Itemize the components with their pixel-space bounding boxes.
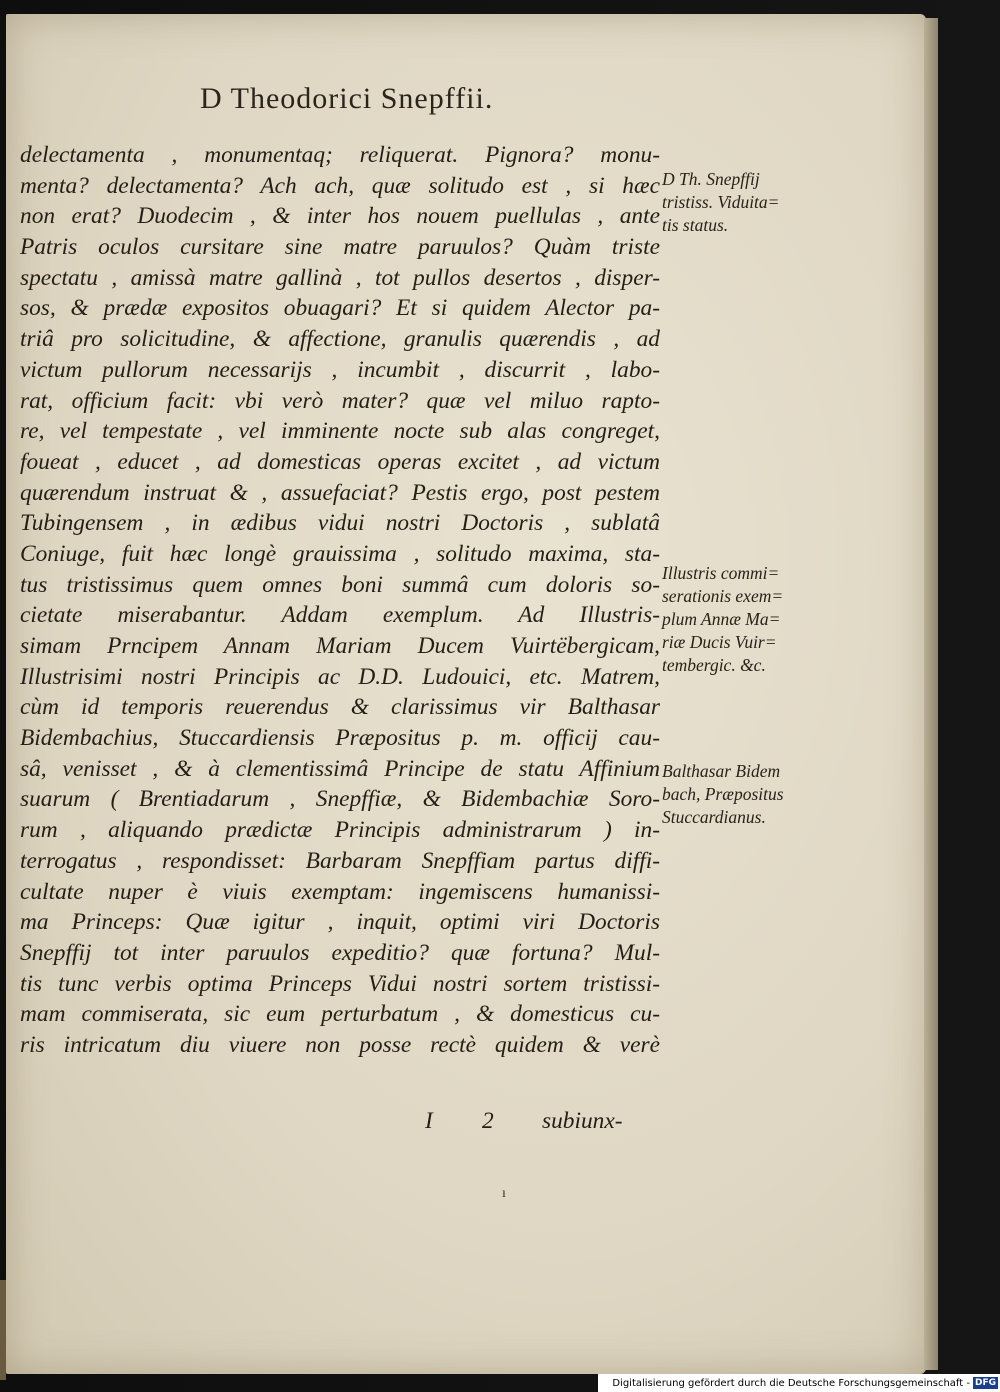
marginal-line: tembergic. &c. [662, 655, 766, 675]
body-line: cùm id temporis reuerendus & clarissimus vir Balthasar [20, 694, 660, 721]
body-line: triâ pro solicitudine, & affectione, granulis quærendis , ad [20, 326, 660, 353]
body-line: sâ, venisset , & à clementissimâ Principe de statu Affinium [20, 755, 660, 782]
body-line: quærendum instruat & , assuefaciat? Pestis ergo, post pestem [20, 479, 660, 506]
binding-strip [0, 1280, 6, 1380]
dfg-logo: DFG [974, 1378, 996, 1388]
body-line: tis tunc verbis optima Princeps Vidui nostri sortem tristissi- [20, 970, 660, 997]
body-line: Patris oculos cursitare sine matre paruulos? Quàm triste [20, 234, 660, 261]
marginal-note-snepff-widowhood [662, 168, 779, 237]
marginal-line: serationis exem= [662, 586, 784, 606]
body-line: mam commiserata, sic eum perturbatum , & domesticus cu- [20, 1001, 660, 1028]
marginal-line: Illustris commi= [662, 563, 780, 583]
body-line: ma Princeps: Quæ igitur , inquit, optimi viri Doctoris [20, 909, 660, 936]
ink-speck: ı [502, 1186, 506, 1201]
marginal-line: plum Annæ Ma= [662, 609, 781, 629]
body-line: simam Prncipem Annam Mariam Ducem Vuirtëbergicam, [20, 633, 660, 659]
body-line: cultate nuper è viuis exemptam: ingemiscens humanissi- [20, 878, 660, 905]
marginal-line: riæ Ducis Vuir= [662, 632, 777, 652]
footer-credit-bar [598, 1374, 1000, 1392]
body-line: sos, & prædæ expositos obuagari? Et si quidem Alector pa- [20, 295, 660, 322]
body-line: Tubingensem , in ædibus vidui nostri Doctoris , sublatâ [20, 510, 660, 537]
marginal-line: Balthasar Bidem [662, 761, 781, 781]
marginal-note-bidembach [662, 760, 784, 829]
body-text [20, 140, 660, 1061]
body-line: Coniuge, fuit hæc longè grauissima , solitudo maxima, sta- [20, 540, 660, 567]
body-line: Illustrisimi nostri Principis ac D.D. Ludouici, etc. Matrem, [20, 663, 660, 690]
page-edge [924, 18, 938, 1370]
marginal-line: D Th. Snepffij [662, 169, 760, 189]
marginal-line: tis status. [662, 215, 729, 235]
body-line: terrogatus , respondisset: Barbaram Snepffiam partus diffi- [20, 847, 660, 874]
body-line: rat, officium facit: vbi verò mater? quæ vel miluo rapto- [20, 387, 660, 414]
body-line: tus tristissimus quem omnes boni summâ cum doloris so- [20, 571, 660, 598]
body-line: victum pullorum necessarijs , incumbit , discurrit , labo- [20, 356, 660, 383]
body-line: spectatu , amissà matre gallinà , tot pullos desertos , disper- [20, 264, 660, 291]
body-line: delectamenta , monumentaq; reliquerat. Pignora? monu- [20, 142, 660, 168]
marginal-line: tristiss. Viduita= [662, 192, 780, 212]
body-line: suarum ( Brentiadarum , Snepffiæ, & Bidembachiæ Soro- [20, 786, 660, 813]
body-line: menta? delectamenta? Ach ach, quæ solitudo est , si hæc [20, 172, 660, 199]
catchword: subiunx- [542, 1108, 623, 1134]
marginal-line: Stuccardianus. [662, 807, 766, 827]
signature-sheet: I [425, 1108, 433, 1134]
body-line: rum , aliquando prædictæ Principis administrarum ) in- [20, 817, 660, 844]
body-line: non erat? Duodecim , & inter hos nouem puellulas , ante [20, 203, 660, 230]
running-title: D Theodorici Snepffii. [200, 82, 494, 115]
marginal-line: bach, Præpositus [662, 784, 784, 804]
body-line: re, vel tempestate , vel imminente nocte sub alas congreget, [20, 418, 660, 445]
signature-number: 2 [482, 1108, 494, 1134]
marginal-note-anna-maria [662, 562, 783, 677]
body-line: foueat , educet , ad domesticas operas excitet , ad victum [20, 448, 660, 475]
body-line: cietate miserabantur. Addam exemplum. Ad Illustris- [20, 602, 660, 629]
footer-credit-text: Digitalisierung gefördert durch die Deutsche Forschungsgemeinschaft - [612, 1377, 970, 1389]
body-line: ris intricatum diu viuere non posse rectè quidem & verè [20, 1031, 660, 1058]
body-line: Snepffij tot inter paruulos expeditio? quæ fortuna? Mul- [20, 939, 660, 966]
body-line: Bidembachius, Stuccardiensis Præpositus p. m. officij cau- [20, 725, 660, 752]
